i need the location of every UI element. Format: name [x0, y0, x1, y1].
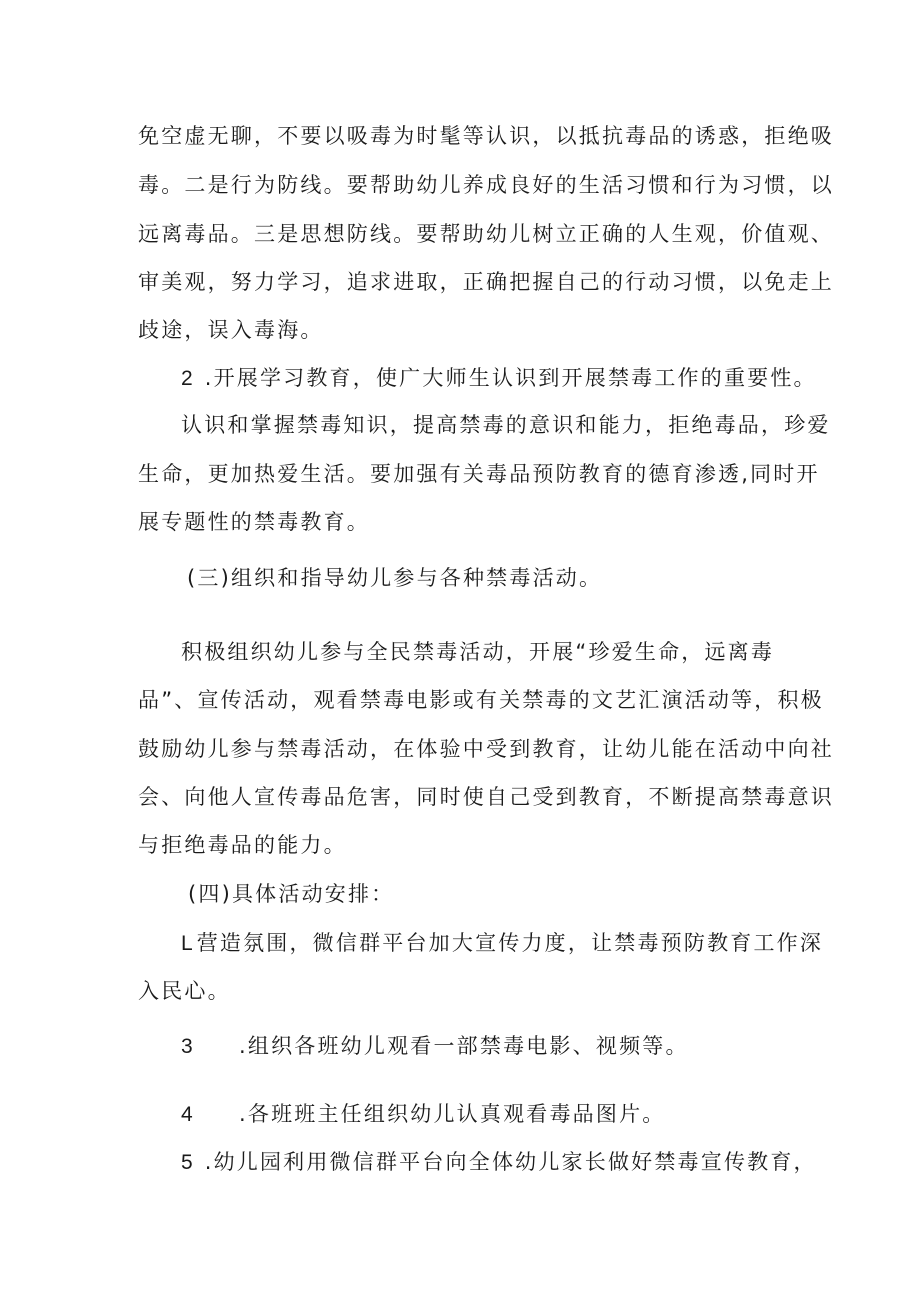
list-number: 3	[181, 1035, 193, 1058]
text-line: 审美观，努力学习，追求进取，正确把握自己的行动习惯，以免走上	[138, 270, 834, 294]
text-line: 认识和掌握禁毒知识，提高禁毒的意识和能力，拒绝毒品，珍爱	[181, 413, 831, 437]
text-line: 毒。二是行为防线。要帮助幼儿养成良好的生活习惯和行为习惯，以	[138, 173, 834, 197]
text-line: 免空虚无聊，不要以吸毒为时髦等认识，以抵抗毒品的诱惑，拒绝吸	[138, 124, 834, 148]
text-line: 积极组织幼儿参与全民禁毒活动，开展“珍爱生命，远离毒	[181, 640, 775, 664]
section-heading-4: (四)具体活动安排：	[188, 882, 395, 906]
list-item-text: .各班班主任组织幼儿认真观看毒品图片。	[239, 1102, 666, 1126]
list-item-text: 营造氛围，微信群平台加大宣传力度，让禁毒预防教育工作深	[196, 931, 824, 955]
text-line: 入民心。	[138, 979, 231, 1003]
text-line: 品”、宣传活动，观看禁毒电影或有关禁毒的文艺汇演活动等，积极	[138, 688, 824, 712]
list-item-2	[181, 363, 817, 394]
list-number: 4	[181, 1103, 193, 1126]
list-item-text: .组织各班幼儿观看一部禁毒电影、视频等。	[239, 1034, 689, 1058]
section-heading-3: (三)组织和指导幼儿参与各种禁毒活动。	[187, 566, 603, 590]
list-number: 2	[181, 367, 193, 390]
text-line: 生命，更加热爱生活。要加强有关毒品预防教育的德育渗透,同时开	[138, 462, 820, 486]
text-line: 远离毒品。三是思想防线。要帮助幼儿树立正确的人生观，价值观、	[138, 222, 834, 246]
list-number: 5	[181, 1151, 193, 1174]
list-item-5	[181, 1147, 817, 1178]
text-line: 与拒绝毒品的能力。	[138, 833, 347, 857]
list-item-text: .幼儿园利用微信群平台向全体幼儿家长做好禁毒宣传教育，	[204, 1150, 817, 1174]
list-item-3	[181, 1031, 689, 1062]
text-line: 会、向他人宣传毒品危害，同时使自己受到教育，不断提高禁毒意识	[138, 785, 834, 809]
list-item-4	[181, 1099, 665, 1130]
list-item-text: .开展学习教育，使广大师生认识到开展禁毒工作的重要性。	[204, 366, 817, 390]
text-line: 展专题性的禁毒教育。	[138, 510, 370, 534]
text-line: 鼓励幼儿参与禁毒活动，在体验中受到教育，让幼儿能在活动中向社	[138, 737, 834, 761]
list-number: L	[181, 932, 193, 955]
text-line: 歧途，误入毒海。	[138, 318, 324, 342]
